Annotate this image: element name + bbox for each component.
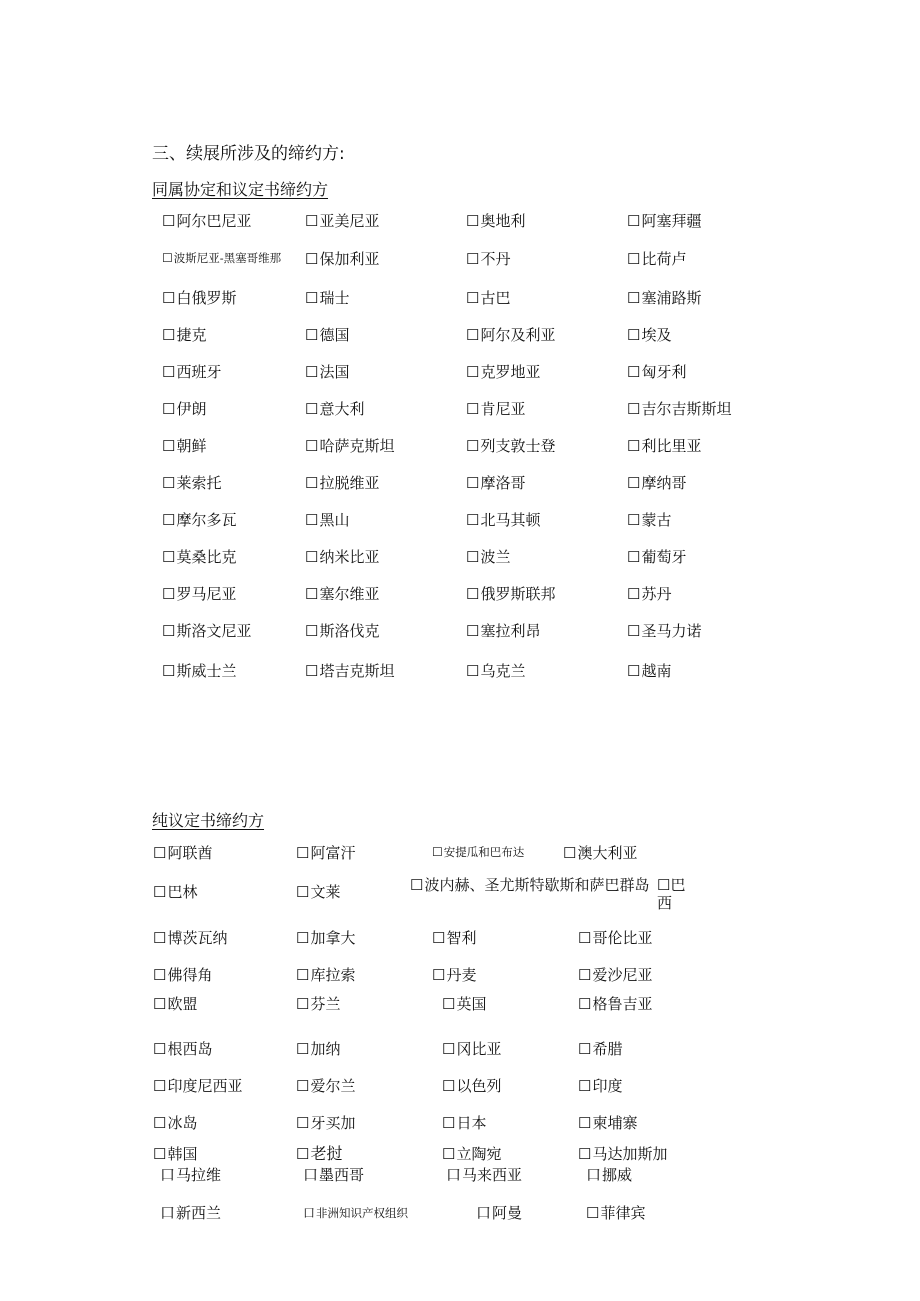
checkbox-icon[interactable]: ☐ (296, 844, 310, 862)
country-label: 克罗地亚 (480, 363, 541, 381)
checkbox-item[interactable] (305, 511, 349, 529)
checkbox-item[interactable] (305, 289, 349, 307)
checkbox-item[interactable] (627, 400, 731, 418)
country-label: 马拉维 (176, 1166, 222, 1184)
checkbox-item[interactable] (162, 363, 221, 381)
country-label: 古巴 (480, 289, 511, 307)
checkbox-icon[interactable]: ☐ (627, 212, 641, 230)
checkbox-icon[interactable]: 口 (160, 1204, 176, 1222)
checkbox-item[interactable] (162, 585, 236, 603)
checkbox-icon[interactable]: ☐ (432, 845, 443, 859)
checkbox-icon[interactable]: ☐ (305, 289, 319, 307)
checkbox-item[interactable] (153, 1145, 197, 1163)
country-label: 阿塞拜疆 (641, 212, 702, 230)
country-label: 葡萄牙 (641, 548, 687, 566)
checkbox-icon[interactable]: ☐ (153, 1077, 167, 1095)
country-label: 斯威士兰 (176, 662, 237, 680)
country-label: 阿曼 (492, 1204, 523, 1222)
checkbox-icon[interactable]: ☐ (578, 995, 592, 1013)
country-label: 法国 (319, 363, 350, 381)
checkbox-icon[interactable]: 口 (586, 1166, 602, 1184)
country-label: 阿富汗 (310, 844, 356, 862)
country-label: 莫桑比克 (176, 548, 237, 566)
checkbox-icon[interactable]: ☐ (627, 548, 641, 566)
checkbox-item[interactable] (563, 844, 637, 862)
checkbox-item[interactable] (162, 474, 221, 492)
checkbox-item[interactable] (162, 622, 251, 640)
country-label: 老挝 (310, 1144, 343, 1163)
checkbox-item[interactable] (627, 326, 671, 344)
checkbox-item[interactable] (466, 585, 555, 603)
checkbox-icon[interactable]: ☐ (442, 995, 456, 1013)
checkbox-icon[interactable]: ☐ (442, 1114, 456, 1132)
checkbox-item[interactable] (627, 548, 686, 566)
section2-title: 纯议定书缔约方 (152, 811, 265, 830)
checkbox-icon[interactable]: ☐ (578, 1077, 592, 1095)
checkbox-item[interactable] (432, 843, 524, 861)
country-label: 塞拉利昂 (480, 622, 541, 640)
checkbox-item[interactable] (153, 1114, 197, 1132)
checkbox-icon[interactable]: ☐ (162, 622, 176, 640)
checkbox-item[interactable] (305, 437, 394, 455)
country-label: 摩纳哥 (641, 474, 687, 492)
checkbox-item[interactable] (153, 844, 212, 862)
checkbox-item[interactable] (305, 363, 349, 381)
checkbox-item[interactable] (160, 1204, 221, 1222)
checkbox-icon[interactable]: ☐ (305, 250, 319, 268)
checkbox-icon[interactable]: ☐ (162, 289, 176, 307)
checkbox-item[interactable] (627, 622, 701, 640)
checkbox-item[interactable] (466, 662, 525, 680)
checkbox-icon[interactable]: ☐ (305, 585, 319, 603)
checkbox-icon[interactable]: ☐ (442, 1145, 456, 1163)
country-label: 智利 (446, 929, 477, 947)
checkbox-item[interactable] (296, 995, 340, 1013)
checkbox-item[interactable] (162, 326, 206, 344)
checkbox-icon[interactable]: ☐ (466, 548, 480, 566)
checkbox-item[interactable] (432, 966, 476, 984)
country-label: 圣马力诺 (641, 622, 702, 640)
country-label: 英国 (456, 995, 487, 1013)
country-label: 匈牙利 (641, 363, 687, 381)
checkbox-icon[interactable]: ☐ (305, 662, 319, 680)
country-label: 柬埔寨 (592, 1114, 638, 1132)
checkbox-icon[interactable]: ☐ (627, 662, 641, 680)
country-label: 哈萨克斯坦 (319, 437, 395, 455)
checkbox-icon[interactable]: ☐ (305, 400, 319, 418)
checkbox-icon[interactable]: 口 (476, 1204, 492, 1222)
checkbox-icon[interactable]: ☐ (162, 474, 176, 492)
checkbox-icon[interactable]: ☐ (305, 622, 319, 640)
checkbox-item[interactable] (296, 1145, 342, 1163)
checkbox-item[interactable] (305, 212, 379, 230)
checkbox-item[interactable] (627, 212, 701, 230)
country-label: 波内赫、圣尤斯特歇斯和萨巴群岛 (424, 876, 650, 894)
checkbox-icon[interactable]: ☐ (162, 437, 176, 455)
checkbox-item[interactable] (296, 1114, 355, 1132)
checkbox-item[interactable] (153, 1077, 242, 1095)
country-label: 爱尔兰 (310, 1077, 356, 1095)
checkbox-item[interactable] (153, 929, 227, 947)
country-label: 菲律宾 (600, 1204, 646, 1222)
country-label: 马达加斯加 (592, 1145, 668, 1163)
country-label: 乌克兰 (480, 662, 526, 680)
checkbox-item[interactable] (466, 212, 525, 230)
country-label: 保加利亚 (319, 250, 380, 268)
country-label: 朝鲜 (176, 437, 207, 455)
checkbox-item[interactable] (466, 474, 525, 492)
checkbox-icon[interactable]: ☐ (466, 511, 480, 529)
checkbox-icon[interactable]: ☐ (162, 511, 176, 529)
checkbox-icon[interactable]: ☐ (466, 289, 480, 307)
checkbox-icon[interactable]: ☐ (627, 622, 641, 640)
country-label: 瑞士 (319, 289, 350, 307)
checkbox-item[interactable] (153, 966, 212, 984)
checkbox-icon[interactable]: ☐ (296, 995, 310, 1013)
checkbox-item[interactable] (466, 548, 510, 566)
country-label: 莱索托 (176, 474, 222, 492)
country-label: 根西岛 (167, 1040, 213, 1058)
country-label: 立陶宛 (456, 1145, 502, 1163)
country-label: 罗马尼亚 (176, 585, 237, 603)
checkbox-icon[interactable]: ☐ (657, 876, 671, 894)
checkbox-icon[interactable]: ☐ (466, 437, 480, 455)
checkbox-item[interactable] (160, 1166, 221, 1184)
checkbox-icon[interactable]: ☐ (162, 400, 176, 418)
checkbox-item[interactable] (442, 1145, 501, 1163)
checkbox-item[interactable] (466, 511, 540, 529)
checkbox-item[interactable] (153, 995, 197, 1013)
country-label: 利比里亚 (641, 437, 702, 455)
country-label: 文莱 (310, 883, 341, 901)
checkbox-item[interactable] (627, 289, 701, 307)
country-label: 塔吉克斯坦 (319, 662, 395, 680)
checkbox-item[interactable] (162, 400, 206, 418)
checkbox-icon[interactable]: ☐ (627, 400, 641, 418)
country-label: 比荷卢 (641, 250, 687, 268)
checkbox-item[interactable] (162, 548, 236, 566)
checkbox-icon[interactable]: ☐ (466, 585, 480, 603)
country-label: 安提瓜和巴布达 (443, 845, 525, 859)
checkbox-icon[interactable]: ☐ (153, 995, 167, 1013)
country-label: 库拉索 (310, 966, 356, 984)
checkbox-icon[interactable]: ☐ (466, 622, 480, 640)
checkbox-icon[interactable]: ☐ (305, 363, 319, 381)
country-label: 印度尼西亚 (167, 1077, 243, 1095)
checkbox-icon[interactable]: ☐ (162, 326, 176, 344)
checkbox-item[interactable] (296, 966, 355, 984)
checkbox-item[interactable] (305, 622, 379, 640)
checkbox-icon[interactable]: ☐ (305, 437, 319, 455)
country-label: 白俄罗斯 (176, 289, 237, 307)
country-label: 阿联酋 (167, 844, 213, 862)
country-label: 冰岛 (167, 1114, 198, 1132)
checkbox-icon[interactable]: ☐ (305, 212, 319, 230)
checkbox-icon[interactable]: ☐ (162, 212, 176, 230)
country-label: 黑山 (319, 511, 350, 529)
country-label: 韩国 (167, 1145, 198, 1163)
checkbox-icon[interactable]: ☐ (296, 1145, 310, 1163)
checkbox-icon[interactable]: ☐ (305, 326, 319, 344)
country-label: 挪威 (602, 1166, 633, 1184)
checkbox-item[interactable] (296, 929, 355, 947)
checkbox-icon[interactable]: 口 (303, 1206, 316, 1220)
country-label: 蒙古 (641, 511, 672, 529)
country-label: 意大利 (319, 400, 365, 418)
section-heading: 三、续展所涉及的缔约方: (152, 144, 345, 164)
checkbox-icon[interactable]: ☐ (296, 1114, 310, 1132)
country-label: 新西兰 (176, 1204, 222, 1222)
checkbox-icon[interactable]: ☐ (442, 1077, 456, 1095)
checkbox-item[interactable] (305, 250, 379, 268)
country-label: 牙买加 (310, 1114, 356, 1132)
country-label: 摩尔多瓦 (176, 511, 237, 529)
checkbox-item[interactable] (162, 437, 206, 455)
checkbox-item[interactable] (578, 995, 652, 1013)
checkbox-icon[interactable]: ☐ (627, 326, 641, 344)
checkbox-icon[interactable]: ☐ (578, 929, 592, 947)
checkbox-item[interactable] (446, 1166, 522, 1184)
checkbox-item[interactable] (305, 585, 379, 603)
checkbox-item[interactable] (578, 1077, 622, 1095)
checkbox-icon[interactable]: ☐ (578, 1145, 592, 1163)
checkbox-icon[interactable]: ☐ (466, 400, 480, 418)
checkbox-item[interactable] (627, 250, 686, 268)
country-label: 列支敦士登 (480, 437, 556, 455)
country-label: 巴林 (167, 883, 198, 901)
checkbox-item[interactable] (162, 289, 236, 307)
checkbox-icon[interactable]: 口 (160, 1166, 176, 1184)
country-label: 爱沙尼亚 (592, 966, 653, 984)
checkbox-item[interactable] (578, 929, 652, 947)
checkbox-icon[interactable]: ☐ (162, 251, 173, 265)
country-label: 吉尔吉斯斯坦 (641, 400, 732, 418)
checkbox-item[interactable] (162, 662, 236, 680)
checkbox-icon[interactable]: ☐ (586, 1204, 600, 1222)
country-label: 阿尔及利亚 (480, 326, 556, 344)
checkbox-item[interactable] (466, 437, 555, 455)
checkbox-icon[interactable]: ☐ (627, 511, 641, 529)
checkbox-icon[interactable]: ☐ (153, 966, 167, 984)
checkbox-item[interactable] (296, 883, 340, 901)
checkbox-item[interactable] (305, 662, 394, 680)
checkbox-icon[interactable]: ☐ (466, 212, 480, 230)
checkbox-icon[interactable]: ☐ (466, 363, 480, 381)
checkbox-icon[interactable]: ☐ (432, 929, 446, 947)
checkbox-item[interactable] (657, 876, 689, 912)
country-label: 奥地利 (480, 212, 526, 230)
checkbox-item[interactable] (586, 1204, 645, 1222)
checkbox-item[interactable] (305, 400, 364, 418)
country-label: 波兰 (480, 548, 511, 566)
checkbox-icon[interactable]: ☐ (162, 363, 176, 381)
checkbox-item[interactable] (305, 548, 379, 566)
checkbox-item[interactable] (442, 1114, 486, 1132)
checkbox-item[interactable] (162, 511, 236, 529)
country-label: 北马其顿 (480, 511, 541, 529)
checkbox-icon[interactable]: ☐ (153, 1145, 167, 1163)
checkbox-item[interactable] (305, 326, 349, 344)
country-label: 加拿大 (310, 929, 356, 947)
country-label: 捷克 (176, 326, 207, 344)
checkbox-icon[interactable]: ☐ (153, 929, 167, 947)
checkbox-icon[interactable]: ☐ (296, 966, 310, 984)
checkbox-icon[interactable]: ☐ (466, 662, 480, 680)
checkbox-icon[interactable]: ☐ (296, 883, 310, 901)
checkbox-item[interactable] (303, 1166, 364, 1184)
country-label: 印度 (592, 1077, 623, 1095)
checkbox-item[interactable] (305, 474, 379, 492)
country-label: 阿尔巴尼亚 (176, 212, 252, 230)
country-label: 摩洛哥 (480, 474, 526, 492)
checkbox-icon[interactable]: ☐ (563, 844, 577, 862)
checkbox-icon[interactable]: ☐ (466, 474, 480, 492)
checkbox-item[interactable] (153, 1040, 212, 1058)
checkbox-icon[interactable]: ☐ (627, 250, 641, 268)
checkbox-icon[interactable]: ☐ (627, 437, 641, 455)
checkbox-item[interactable] (442, 1077, 501, 1095)
checkbox-item[interactable] (466, 622, 540, 640)
checkbox-item[interactable] (410, 876, 649, 894)
country-label: 纳米比亚 (319, 548, 380, 566)
country-label: 亚美尼亚 (319, 212, 380, 230)
checkbox-icon[interactable]: ☐ (410, 876, 424, 894)
checkbox-item[interactable] (296, 844, 355, 862)
checkbox-icon[interactable]: ☐ (627, 289, 641, 307)
checkbox-icon[interactable]: ☐ (162, 585, 176, 603)
country-label: 哥伦比亚 (592, 929, 653, 947)
checkbox-icon[interactable]: ☐ (296, 1077, 310, 1095)
checkbox-item[interactable] (627, 437, 701, 455)
checkbox-item[interactable] (578, 1040, 622, 1058)
checkbox-item[interactable] (627, 511, 671, 529)
checkbox-item[interactable] (442, 995, 486, 1013)
checkbox-item[interactable] (466, 289, 510, 307)
checkbox-icon[interactable]: ☐ (432, 966, 446, 984)
checkbox-item[interactable] (476, 1204, 522, 1222)
checkbox-item[interactable] (578, 966, 652, 984)
country-label: 加纳 (310, 1040, 341, 1058)
checkbox-icon[interactable]: ☐ (578, 966, 592, 984)
checkbox-item[interactable] (162, 249, 281, 267)
country-label: 德国 (319, 326, 350, 344)
country-label: 埃及 (641, 326, 672, 344)
country-label: 俄罗斯联邦 (480, 585, 556, 603)
country-label: 越南 (641, 662, 672, 680)
checkbox-icon[interactable]: ☐ (296, 1040, 310, 1058)
country-label: 日本 (456, 1114, 487, 1132)
checkbox-icon[interactable]: ☐ (442, 1040, 456, 1058)
checkbox-item[interactable] (627, 585, 671, 603)
checkbox-icon[interactable]: ☐ (627, 585, 641, 603)
checkbox-item[interactable] (578, 1114, 637, 1132)
country-label: 格鲁吉亚 (592, 995, 653, 1013)
country-label: 伊朗 (176, 400, 207, 418)
checkbox-icon[interactable]: ☐ (627, 363, 641, 381)
checkbox-icon[interactable]: ☐ (627, 474, 641, 492)
checkbox-item[interactable] (432, 929, 476, 947)
country-label: 斯洛伐克 (319, 622, 380, 640)
country-label: 肯尼亚 (480, 400, 526, 418)
checkbox-item[interactable] (303, 1204, 408, 1222)
checkbox-icon[interactable]: ☐ (153, 1040, 167, 1058)
checkbox-icon[interactable]: ☐ (153, 844, 167, 862)
checkbox-icon[interactable]: ☐ (153, 883, 167, 901)
checkbox-icon[interactable]: ☐ (466, 326, 480, 344)
checkbox-item[interactable] (627, 474, 686, 492)
checkbox-item[interactable] (296, 1040, 340, 1058)
country-label: 丹麦 (446, 966, 477, 984)
checkbox-item[interactable] (627, 363, 686, 381)
checkbox-item[interactable] (466, 363, 540, 381)
checkbox-item[interactable] (586, 1166, 632, 1184)
country-label: 波斯尼亚-黑塞哥维那 (173, 251, 282, 265)
country-label: 冈比亚 (456, 1040, 502, 1058)
section1-title: 同属协定和议定书缔约方 (152, 180, 329, 199)
checkbox-icon[interactable]: ☐ (296, 929, 310, 947)
checkbox-item[interactable] (466, 250, 510, 268)
country-label: 希腊 (592, 1040, 623, 1058)
country-label: 墨西哥 (319, 1166, 365, 1184)
country-label: 博茨瓦纳 (167, 929, 228, 947)
country-label: 芬兰 (310, 995, 341, 1013)
country-label: 塞尔维亚 (319, 585, 380, 603)
checkbox-icon[interactable]: ☐ (153, 1114, 167, 1132)
country-label: 非洲知识产权组织 (316, 1206, 409, 1220)
checkbox-item[interactable] (162, 212, 251, 230)
checkbox-icon[interactable]: ☐ (578, 1114, 592, 1132)
checkbox-item[interactable] (466, 400, 525, 418)
country-label: 巴西 (657, 876, 686, 912)
checkbox-item[interactable] (627, 662, 671, 680)
checkbox-item[interactable] (466, 326, 555, 344)
country-label: 不丹 (480, 250, 511, 268)
checkbox-icon[interactable]: ☐ (162, 548, 176, 566)
checkbox-item[interactable] (442, 1040, 501, 1058)
country-label: 苏丹 (641, 585, 672, 603)
country-label: 西班牙 (176, 363, 222, 381)
checkbox-icon[interactable]: ☐ (305, 511, 319, 529)
country-label: 拉脱维亚 (319, 474, 380, 492)
country-label: 斯洛文尼亚 (176, 622, 252, 640)
checkbox-icon[interactable]: ☐ (466, 250, 480, 268)
country-label: 欧盟 (167, 995, 198, 1013)
checkbox-icon[interactable]: ☐ (305, 548, 319, 566)
country-label: 马来西亚 (462, 1166, 523, 1184)
country-label: 塞浦路斯 (641, 289, 702, 307)
checkbox-icon[interactable]: 口 (303, 1166, 319, 1184)
checkbox-icon[interactable]: ☐ (305, 474, 319, 492)
country-label: 以色列 (456, 1077, 502, 1095)
country-label: 澳大利亚 (577, 844, 638, 862)
checkbox-icon[interactable]: ☐ (578, 1040, 592, 1058)
checkbox-item[interactable] (153, 883, 197, 901)
checkbox-icon[interactable]: 口 (446, 1166, 462, 1184)
checkbox-icon[interactable]: ☐ (162, 662, 176, 680)
checkbox-item[interactable] (296, 1077, 355, 1095)
checkbox-item[interactable] (578, 1145, 667, 1163)
country-label: 佛得角 (167, 966, 213, 984)
